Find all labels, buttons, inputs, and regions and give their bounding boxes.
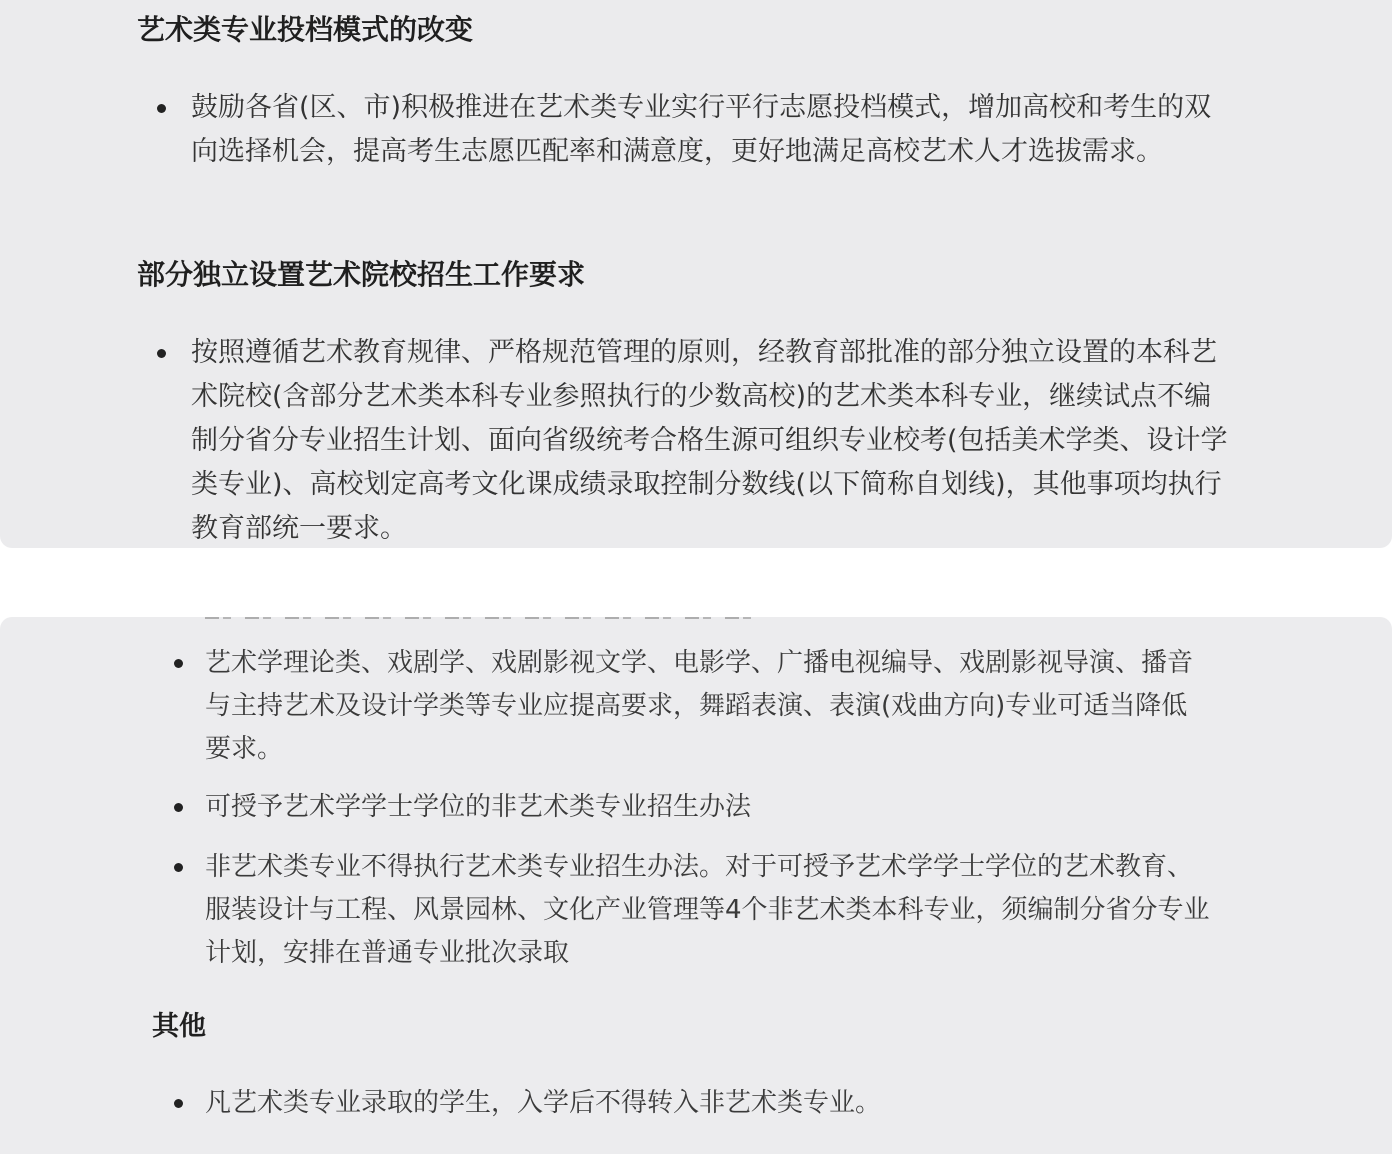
heading-other: 其他 bbox=[152, 1011, 206, 1042]
heading-independent-colleges: 部分独立设置艺术院校招生工作要求 bbox=[137, 258, 586, 291]
top-content-panel bbox=[0, 0, 1392, 548]
heading-admission-mode: 艺术类专业投档模式的改变 bbox=[137, 13, 474, 46]
list-item-text: 可授予艺术学学士学位的非艺术类专业招生办法 bbox=[205, 792, 752, 822]
list-item-text: 艺术学理论类、戏剧学、戏剧影视文学、电影学、广播电视编导、戏剧影视导演、播音与主持艺术及设计学类等专业应提高要求，舞蹈表演、表演(戏曲方向)专业可适当降低要求。 bbox=[205, 648, 1194, 764]
cropped-text-fragment bbox=[205, 617, 765, 627]
bottom-content-panel bbox=[0, 617, 1392, 1154]
list-item-text: 凡艺术类专业录取的学生，入学后不得转入非艺术类专业。 bbox=[205, 1088, 882, 1118]
bullet-dot-icon bbox=[174, 863, 183, 872]
list-item-text: 按照遵循艺术教育规律、严格规范管理的原则，经教育部批准的部分独立设置的本科艺术院校(含部分艺术类本科专业参照执行的少数高校)的艺术类本科专业，继续试点不编制分省分专业招生计划、面向省级统考合格生源可组织专业校考(包括美术学类、设计学类专业)、高校划定高考文化课成绩录取控制分数线(以下简称自划线)，其他事项均执行教育部统一要求。 bbox=[191, 337, 1228, 544]
bullet-dot-icon bbox=[157, 349, 166, 358]
bullet-dot-icon bbox=[174, 659, 183, 668]
bullet-dot-icon bbox=[174, 803, 183, 812]
list-item-text: 非艺术类专业不得执行艺术类专业招生办法。对于可授予艺术学学士学位的艺术教育、服装设计与工程、风景园林、文化产业管理等4个非艺术类本科专业，须编制分省分专业计划，安排在普通专业批次录取 bbox=[205, 852, 1210, 968]
list-item-text: 鼓励各省(区、市)积极推进在艺术类专业实行平行志愿投档模式，增加高校和考生的双向选择机会，提高考生志愿匹配率和满意度，更好地满足高校艺术人才选拔需求。 bbox=[191, 92, 1212, 167]
bullet-dot-icon bbox=[174, 1099, 183, 1108]
bullet-dot-icon bbox=[157, 104, 166, 113]
